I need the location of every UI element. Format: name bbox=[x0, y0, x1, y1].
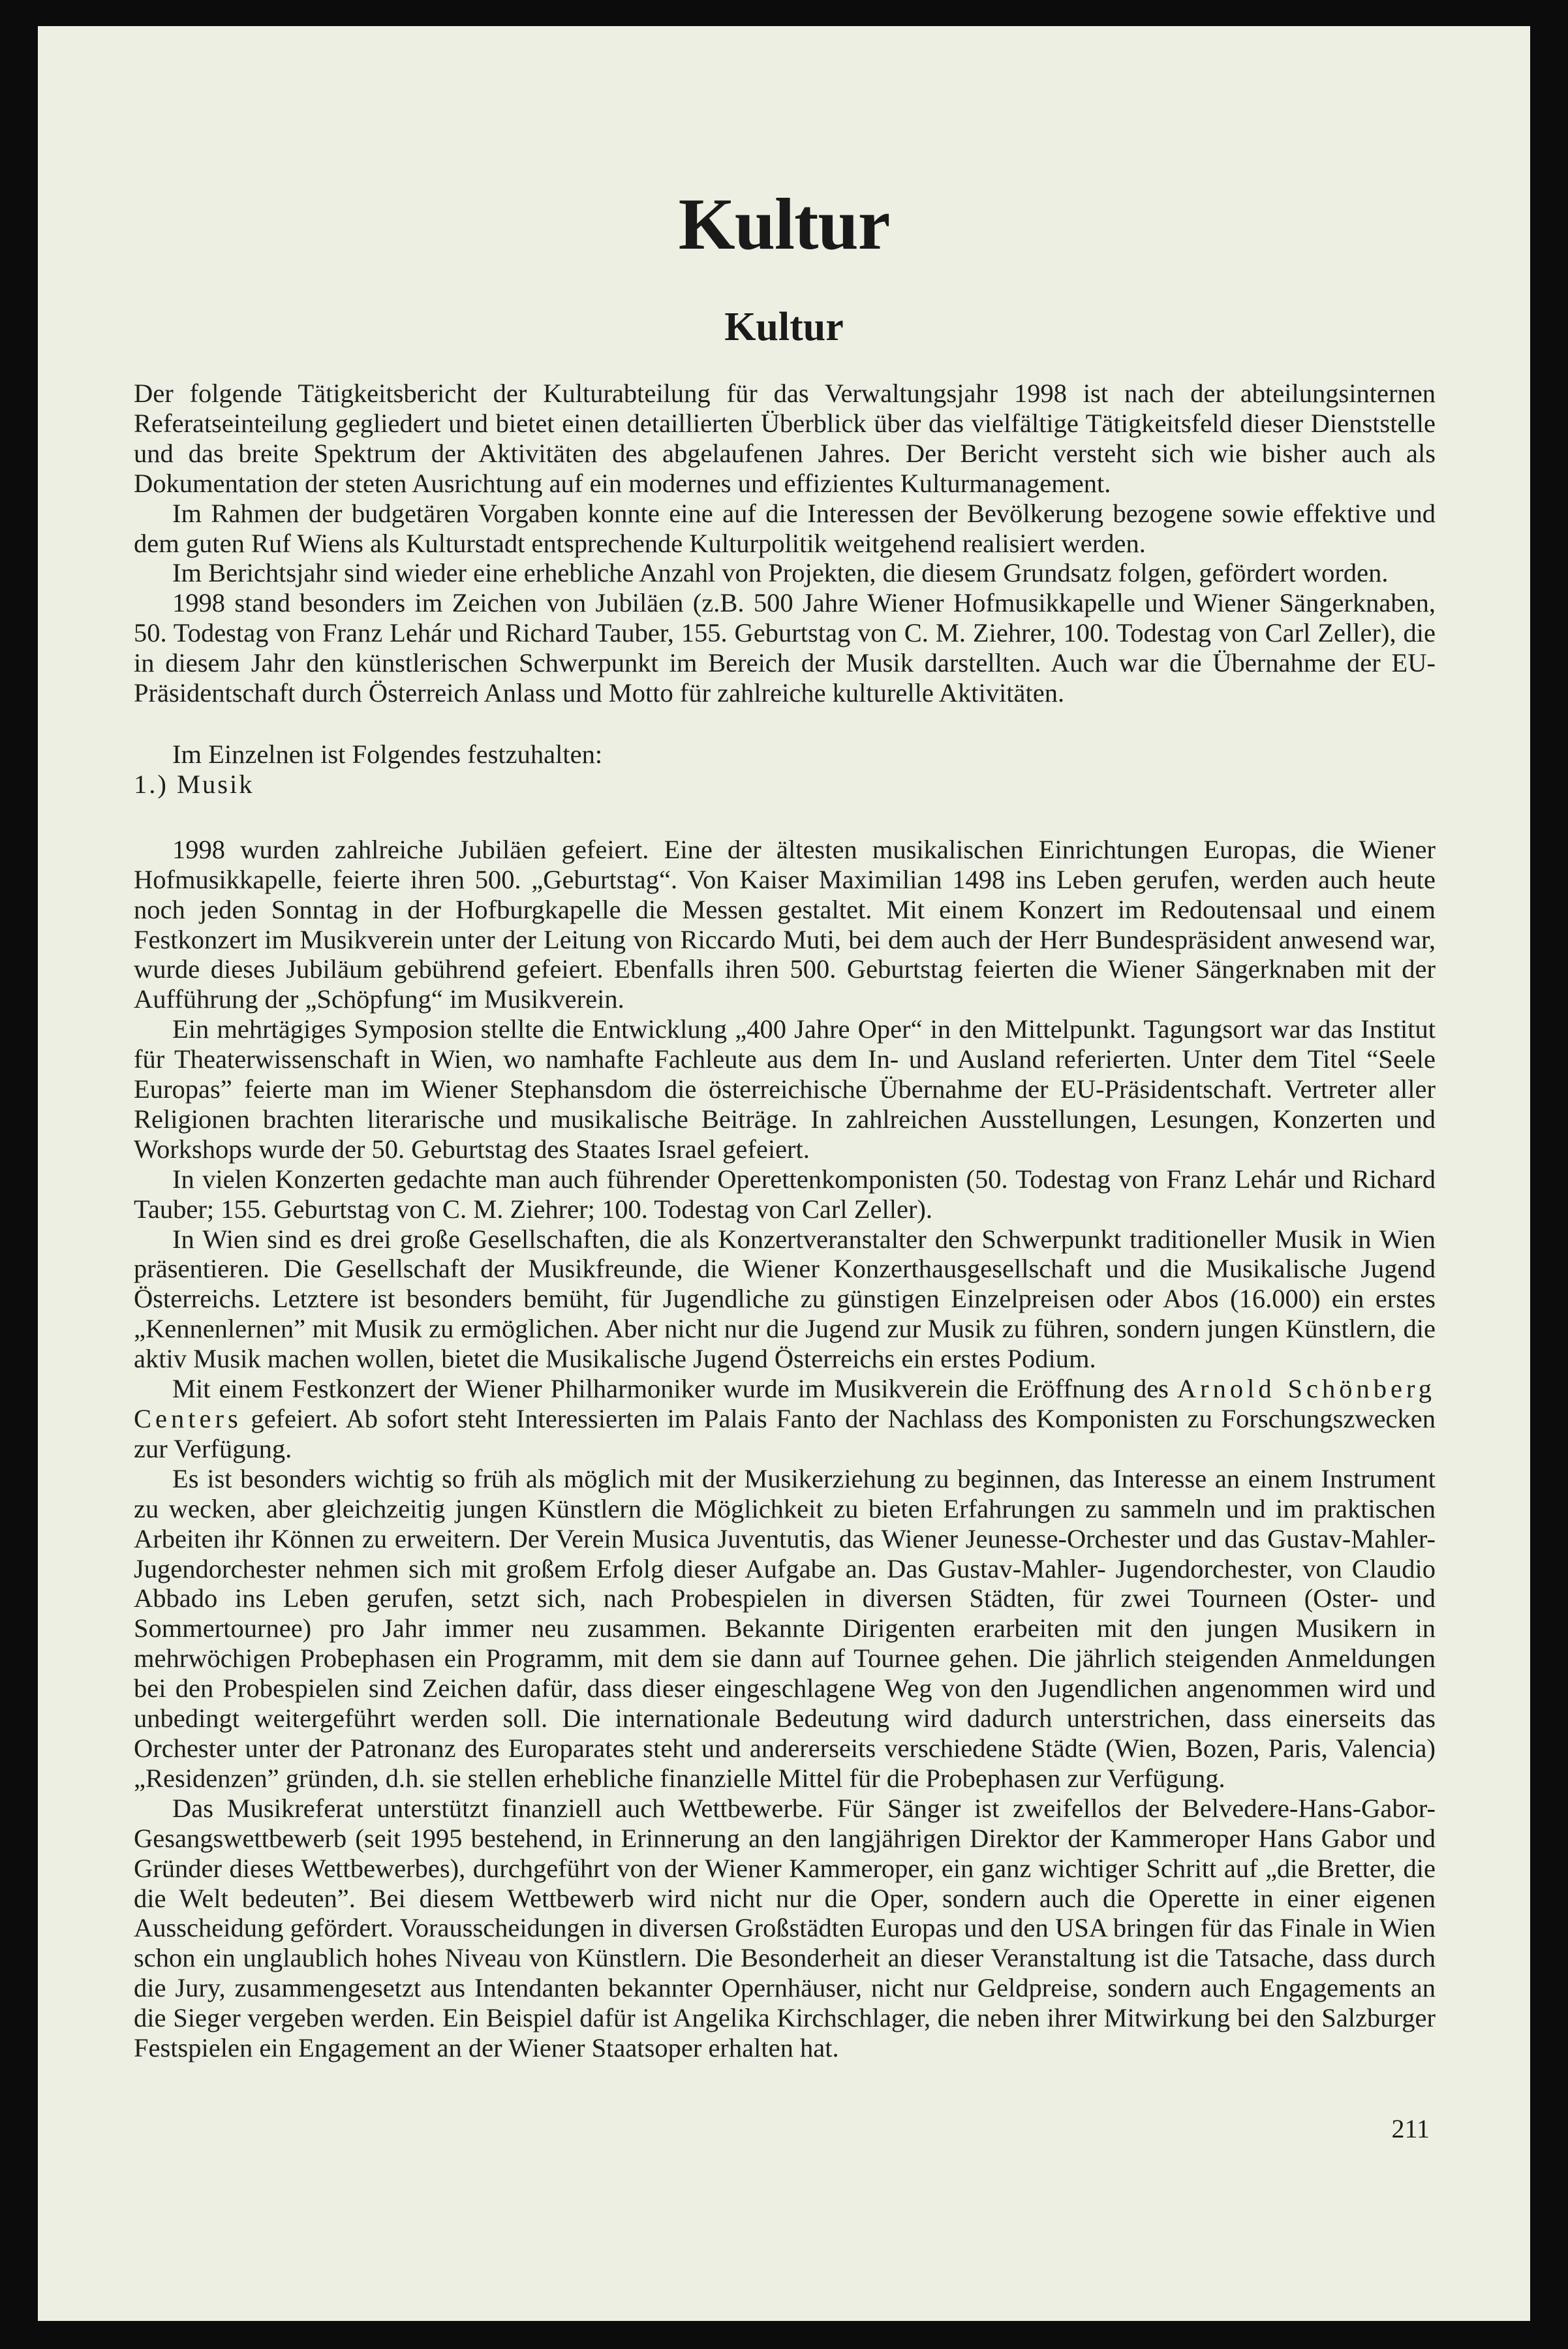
musik-paragraph-5-post: gefeiert. Ab sofort steht Interessierten im Palais Fanto der Nachlass des Komponisten zu Forschungszwecken zur Verfügung. bbox=[134, 1404, 1436, 1463]
section-heading: 1.) Musik bbox=[134, 769, 254, 799]
schoenberg-center-name: Arnold Schönberg Centers bbox=[134, 1374, 1436, 1433]
musik-paragraph-5 bbox=[134, 1374, 1436, 1464]
musik-paragraph-3: In vielen Konzerten gedachte man auch führender Operettenkomponisten (50. Todestag von Franz Lehár und Richard Tauber; 155. Geburtstag von C. M. Ziehrer; 100. Todestag von Carl Zeller). bbox=[134, 1164, 1436, 1224]
document-page bbox=[38, 26, 1530, 2321]
intro-paragraph-3: Im Berichtsjahr sind wieder eine erhebliche Anzahl von Projekten, die diesem Grundsatz folgen, gefördert worden. bbox=[172, 558, 1389, 588]
body-text bbox=[134, 379, 1436, 2063]
page-number: 211 bbox=[1391, 2114, 1430, 2143]
musik-paragraph-1: 1998 wurden zahlreiche Jubiläen gefeiert. Eine der ältesten musikalischen Einrichtungen Europas, die Wiener Hofmusikkapelle, feierte ihren 500. „Geburtstag“. Von Kaiser Maximilian 1498 ins Leben gerufen, werden auch heute noch jeden Sonntag in der Hofburgkapelle die Messen gestaltet. Mit einem Konzert im Redoutensaal und einem Festkonzert im Musikverein unter der Leitung von Riccardo Muti, bei dem auch der Herr Bundespräsident anwesend war, wurde dieses Jubiläum gebührend gefeiert. Ebenfalls ihren 500. Geburtstag feierten die Wiener Sängerknaben mit der Aufführung der „Schöpfung“ im Musikverein. bbox=[134, 834, 1436, 1014]
musik-paragraph-7: Das Musikreferat unterstützt finanziell auch Wettbewerbe. Für Sänger ist zweifellos der Belvedere-Hans-Gabor-Gesangswettbewerb (seit 1995 bestehend, in Erinnerung an den langjährigen Direktor der Kammeroper Hans Gabor und Gründer dieses Wettbewerbes), durchgeführt von der Wiener Kammeroper, ein ganz wichtiger Schritt auf „die Bretter, die die Welt bedeuten”. Bei diesem Wettbewerb wird nicht nur die Oper, sondern auch die Operette in einer eigenen Ausscheidung gefördert. Vorausscheidungen in diversen Großstädten Europas und den USA bringen für das Finale in Wien schon ein unglaublich hohes Niveau von Künstlern. Die Besonderheit an dieser Veranstaltung ist die Tatsache, dass durch die Jury, zusammengesetzt aus Intendanten bekannter Opernhäuser, nicht nur Geldpreise, sondern auch Engagements an die Sieger vergeben werden. Ein Beispiel dafür ist Angelika Kirchschlager, die neben ihrer Mitwirkung bei den Salzburger Festspielen ein Engagement an der Wiener Staatsoper erhalten hat. bbox=[134, 1793, 1436, 2063]
musik-paragraph-4: In Wien sind es drei große Gesellschaften, die als Konzertveranstalter den Schwerpunkt traditioneller Musik in Wien präsentieren. Die Gesellschaft der Musikfreunde, die Wiener Konzerthausgesellschaft und die Musikalische Jugend Österreichs. Letztere ist besonders bemüht, für Jugendliche zu günstigen Einzelpreisen oder Abos (16.000) ein erstes „Kennenlernen” mit Musik zu ermöglichen. Aber nicht nur die Jugend zur Musik zu führen, sondern jungen Künstlern, die aktiv Musik machen wollen, bietet die Musikalische Jugend Österreichs ein erstes Podium. bbox=[134, 1224, 1436, 1374]
musik-paragraph-2: Ein mehrtägiges Symposion stellte die Entwicklung „400 Jahre Oper“ in den Mittelpunkt. Tagungsort war das Institut für Theaterwissenschaft in Wien, wo namhafte Fachleute aus dem In- und Ausland referierten. Unter dem Titel “Seele Europas” feierte man im Wiener Stephansdom die österreichische Übernahme der EU-Präsidentschaft. Vertreter aller Religionen brachten literarische und musikalische Beiträge. In zahlreichen Ausstellungen, Lesungen, Konzerten und Workshops wurde der 50. Geburtstag des Staates Israel gefeiert. bbox=[134, 1014, 1436, 1164]
intro-paragraph-2: Im Rahmen der budgetären Vorgaben konnte eine auf die Interessen der Bevölkerung bezogene sowie effektive und dem guten Ruf Wiens als Kulturstadt entsprechende Kulturpolitik weitgehend realisiert werden. bbox=[134, 498, 1436, 558]
musik-paragraph-6: Es ist besonders wichtig so früh als möglich mit der Musikerziehung zu beginnen, das Interesse an einem Instrument zu wecken, aber gleichzeitig jungen Künstlern die Möglichkeit zu bieten Erfahrungen zu sammeln und im praktischen Arbeiten ihr Können zu erweitern. Der Verein Musica Juventutis, das Wiener Jeunesse-Orchester und das Gustav-Mahler-Jugendorchester nehmen sich mit großem Erfolg dieser Aufgabe an. Das Gustav-Mahler- Jugendorchester, von Claudio Abbado ins Leben gerufen, setzt sich, nach Probespielen in diversen Städten, für zwei Tourneen (Oster- und Sommertournee) pro Jahr immer neu zusammen. Bekannte Dirigenten erarbeiten mit den jungen Musikern in mehrwöchigen Probephasen ein Programm, mit dem sie dann auf Tournee gehen. Die jährlich steigenden Anmeldungen bei den Probespielen sind Zeichen dafür, dass dieser eingeschlagene Weg von den Jugendlichen angenommen wird und unbedingt weitergeführt werden soll. Die internationale Bedeutung wird dadurch unterstrichen, dass einerseits das Orchester unter der Patronanz des Europarates steht und andererseits verschiedene Städte (Wien, Bozen, Paris, Valencia) „Residenzen” gründen, d.h. sie stellen erhebliche finanzielle Mittel für die Probephasen zur Verfügung. bbox=[134, 1463, 1436, 1793]
spacer bbox=[134, 800, 1436, 835]
musik-paragraph-5-pre: Mit einem Festkonzert der Wiener Philharmoniker wurde im Musikverein die Eröffnung des bbox=[172, 1374, 1177, 1404]
spacer bbox=[134, 708, 1436, 739]
page-subtitle: Kultur bbox=[724, 305, 844, 349]
intro-paragraph-4: 1998 stand besonders im Zeichen von Jubiläen (z.B. 500 Jahre Wiener Hofmusikkapelle und Wiener Sängerknaben, 50. Todestag von Franz Lehár und Richard Tauber, 155. Geburtstag von C. M. Ziehrer, 100. Todestag von Carl Zeller), die in diesem Jahr den künstlerischen Schwerpunkt im Bereich der Musik darstellten. Auch war die Übernahme der EU-Präsidentschaft durch Österreich Anlass und Motto für zahlreiche kulturelle Aktivitäten. bbox=[134, 588, 1436, 708]
intro-paragraph-1: Der folgende Tätigkeitsbericht der Kulturabteilung für das Verwaltungsjahr 1998 ist nach der abteilungsinternen Referatseinteilung gegliedert und bietet einen detaillierten Überblick über das vielfältige Tätigkeitsfeld dieser Dienststelle und das breite Spektrum der Aktivitäten des abgelaufenen Jahres. Der Bericht versteht sich wie bisher auch als Dokumentation der steten Ausrichtung auf ein modernes und effizientes Kulturmanagement. bbox=[134, 379, 1436, 498]
section-lead: Im Einzelnen ist Folgendes festzuhalten: bbox=[172, 739, 603, 769]
page-title: Kultur bbox=[678, 184, 890, 265]
